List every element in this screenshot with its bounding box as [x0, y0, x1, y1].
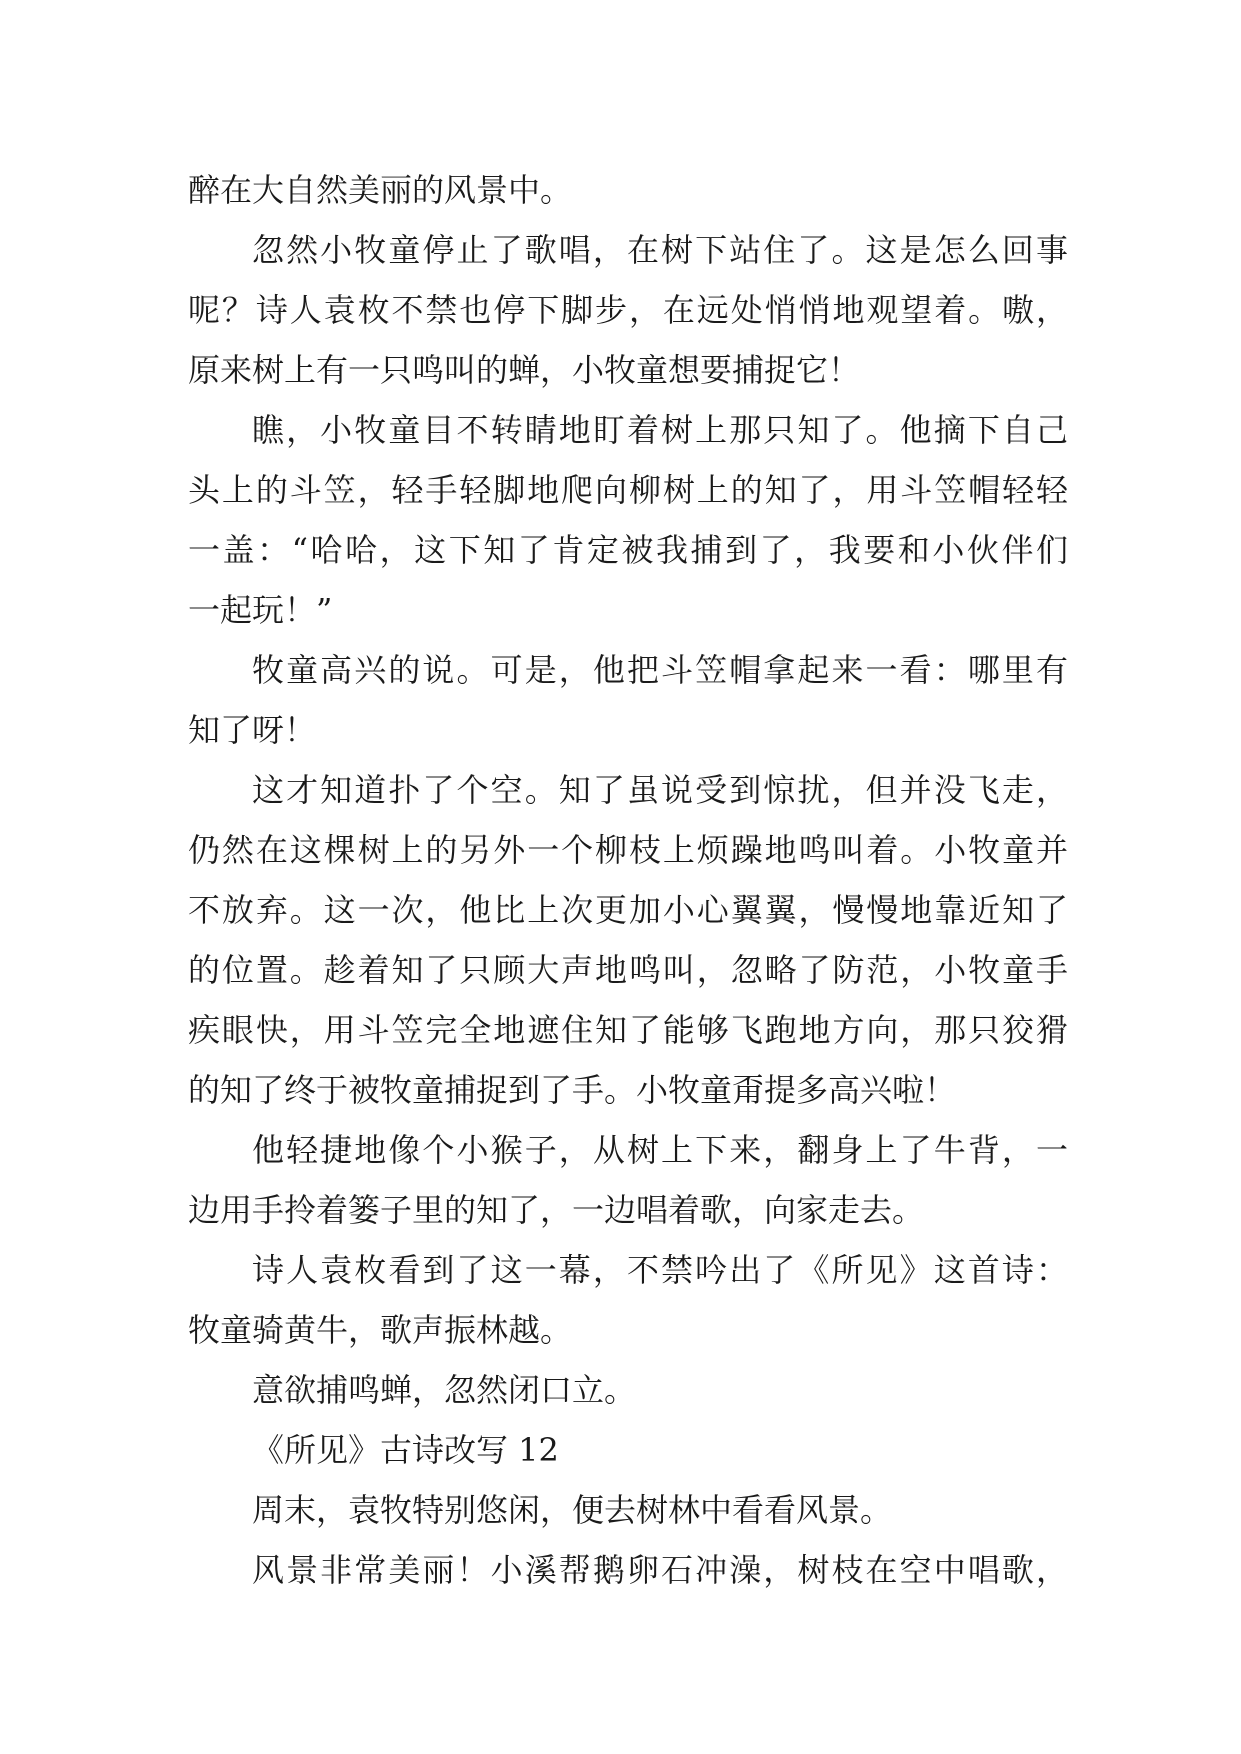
text-line: 诗人袁枚看到了这一幕，不禁吟出了《所见》这首诗： [252, 1251, 1068, 1289]
text-line: 意欲捕鸣蝉，忽然闭口立。 [252, 1371, 637, 1409]
text-line: 周末，袁牧特别悠闲，便去树林中看看风景。 [252, 1491, 893, 1529]
text-line: 他轻捷地像个小猴子，从树上下来，翻身上了牛背，一 [252, 1131, 1068, 1169]
body-text [188, 160, 1068, 1600]
text-line: 一起玩！” [188, 591, 333, 629]
text-line: 风景非常美丽！小溪帮鹅卵石冲澡，树枝在空中唱歌， [252, 1551, 1068, 1589]
text-line: 《所见》古诗改写 12 [252, 1431, 559, 1469]
text-line: 疾眼快，用斗笠完全地遮住知了能够飞跑地方向，那只狡猾 [188, 1011, 1068, 1049]
text-line: 牧童骑黄牛，歌声振林越。 [188, 1311, 573, 1349]
text-line: 的知了终于被牧童捕捉到了手。小牧童甭提多高兴啦！ [188, 1071, 957, 1109]
text-line: 牧童高兴的说。可是，他把斗笠帽拿起来一看：哪里有 [252, 651, 1068, 689]
text-line: 呢？诗人袁枚不禁也停下脚步，在远处悄悄地观望着。嗷， [188, 291, 1068, 329]
text-line: 原来树上有一只鸣叫的蝉，小牧童想要捕捉它！ [188, 351, 861, 389]
text-line: 一盖：“哈哈，这下知了肯定被我捕到了，我要和小伙伴们 [188, 531, 1068, 569]
text-line: 醉在大自然美丽的风景中。 [188, 171, 573, 209]
text-line: 这才知道扑了个空。知了虽说受到惊扰，但并没飞走， [252, 771, 1068, 809]
text-line: 仍然在这棵树上的另外一个柳枝上烦躁地鸣叫着。小牧童并 [188, 831, 1068, 869]
text-line: 的位置。趁着知了只顾大声地鸣叫，忽略了防范，小牧童手 [188, 951, 1068, 989]
text-line: 瞧，小牧童目不转睛地盯着树上那只知了。他摘下自己 [252, 411, 1068, 449]
text-line: 头上的斗笠，轻手轻脚地爬向柳树上的知了，用斗笠帽轻轻 [188, 471, 1068, 509]
text-line: 知了呀！ [188, 711, 317, 749]
text-line: 忽然小牧童停止了歌唱，在树下站住了。这是怎么回事 [252, 231, 1068, 269]
text-line: 边用手拎着篓子里的知了，一边唱着歌，向家走去。 [188, 1191, 925, 1229]
text-line: 不放弃。这一次，他比上次更加小心翼翼，慢慢地靠近知了 [188, 891, 1068, 929]
